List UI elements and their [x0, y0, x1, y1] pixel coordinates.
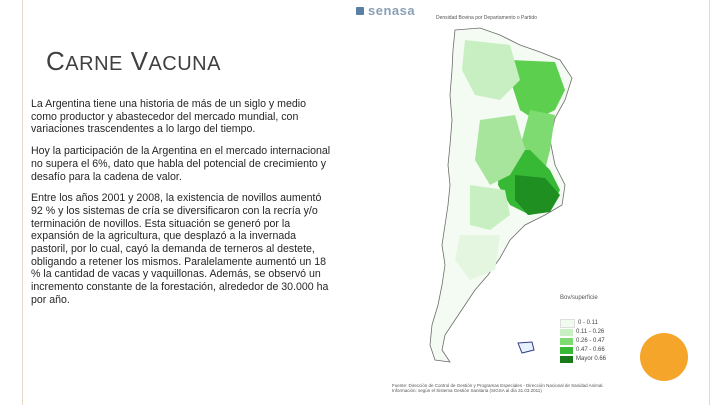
- legend-swatch: [560, 319, 575, 328]
- paragraph-2: Hoy la participación de la Argentina en el mercado internacional no supera el 6%, dato que habla del potencial de crecimiento y desafío para la cadena de valor.: [31, 145, 331, 183]
- legend-item: [560, 328, 610, 336]
- slide-border-left: [22, 0, 23, 405]
- legend-swatch: [560, 347, 573, 354]
- legend-swatch: [560, 329, 573, 336]
- paragraph-1: La Argentina tiene una historia de más de un siglo y medio como productor y abastecedor del mercado mundial, con variaciones trascendentes a lo largo del tiempo.: [31, 98, 307, 136]
- legend-item: [560, 337, 610, 345]
- legend-label: 0.47 - 0.66: [576, 347, 605, 353]
- title-rest-1: ARNE: [65, 53, 123, 75]
- map-source-note: Fuente: Dirección de Control de Gestión y Programas Especiales - Dirección Nacional de Sanidad Animal. Información: según el Sistema Gestión Sanitaria (SIGSA al día 31.03.2011): [392, 383, 604, 393]
- slide-body: [31, 98, 331, 316]
- map-heading: Densidad Bovina por Departamento o Partido: [436, 15, 537, 21]
- islands-outline: [518, 342, 534, 353]
- map-legend: [560, 295, 610, 364]
- legend-label: 0.26 - 0.47: [576, 338, 605, 344]
- logo-text: senasa: [368, 3, 416, 18]
- paragraph-3: Entre los años 2001 y 2008, la existencia de novillos aumentó 92 % y los sistemas de cría se diversificaron con la recría y/o terminación de novillos. Esta situación se generó por la expansión de la agricultura, que desplazó a la invernada pastoril, por lo cual, cayó la demanda de terneros al destete, obligando a retener los mismos. Paralelamente aumentó un 18 % la cantidad de vacas y vaquillonas. Además, se observó un incremento constante de la forestación, alrededor de 30.000 ha por año.: [31, 192, 329, 306]
- slide-border-right: [709, 0, 710, 405]
- legend-item: [560, 355, 610, 363]
- slide-title: [46, 46, 221, 77]
- title-initial-2: V: [130, 46, 149, 76]
- legend-label: 0 - 0.11: [578, 320, 598, 326]
- senasa-logo: [356, 3, 415, 18]
- legend-item: [560, 319, 610, 327]
- map-panel: [350, 0, 610, 405]
- senasa-logo-icon: [356, 7, 364, 15]
- legend-swatch: [560, 338, 573, 345]
- title-rest-2: ACUNA: [148, 53, 221, 75]
- title-initial-1: C: [46, 46, 66, 76]
- legend-label: 0.11 - 0.26: [576, 329, 605, 335]
- legend-swatch: [560, 356, 573, 363]
- decorative-orange-circle: [640, 333, 688, 381]
- legend-label: Mayor 0.66: [576, 356, 607, 362]
- legend-item: [560, 346, 610, 354]
- legend-title: Bov/superficie: [560, 295, 598, 301]
